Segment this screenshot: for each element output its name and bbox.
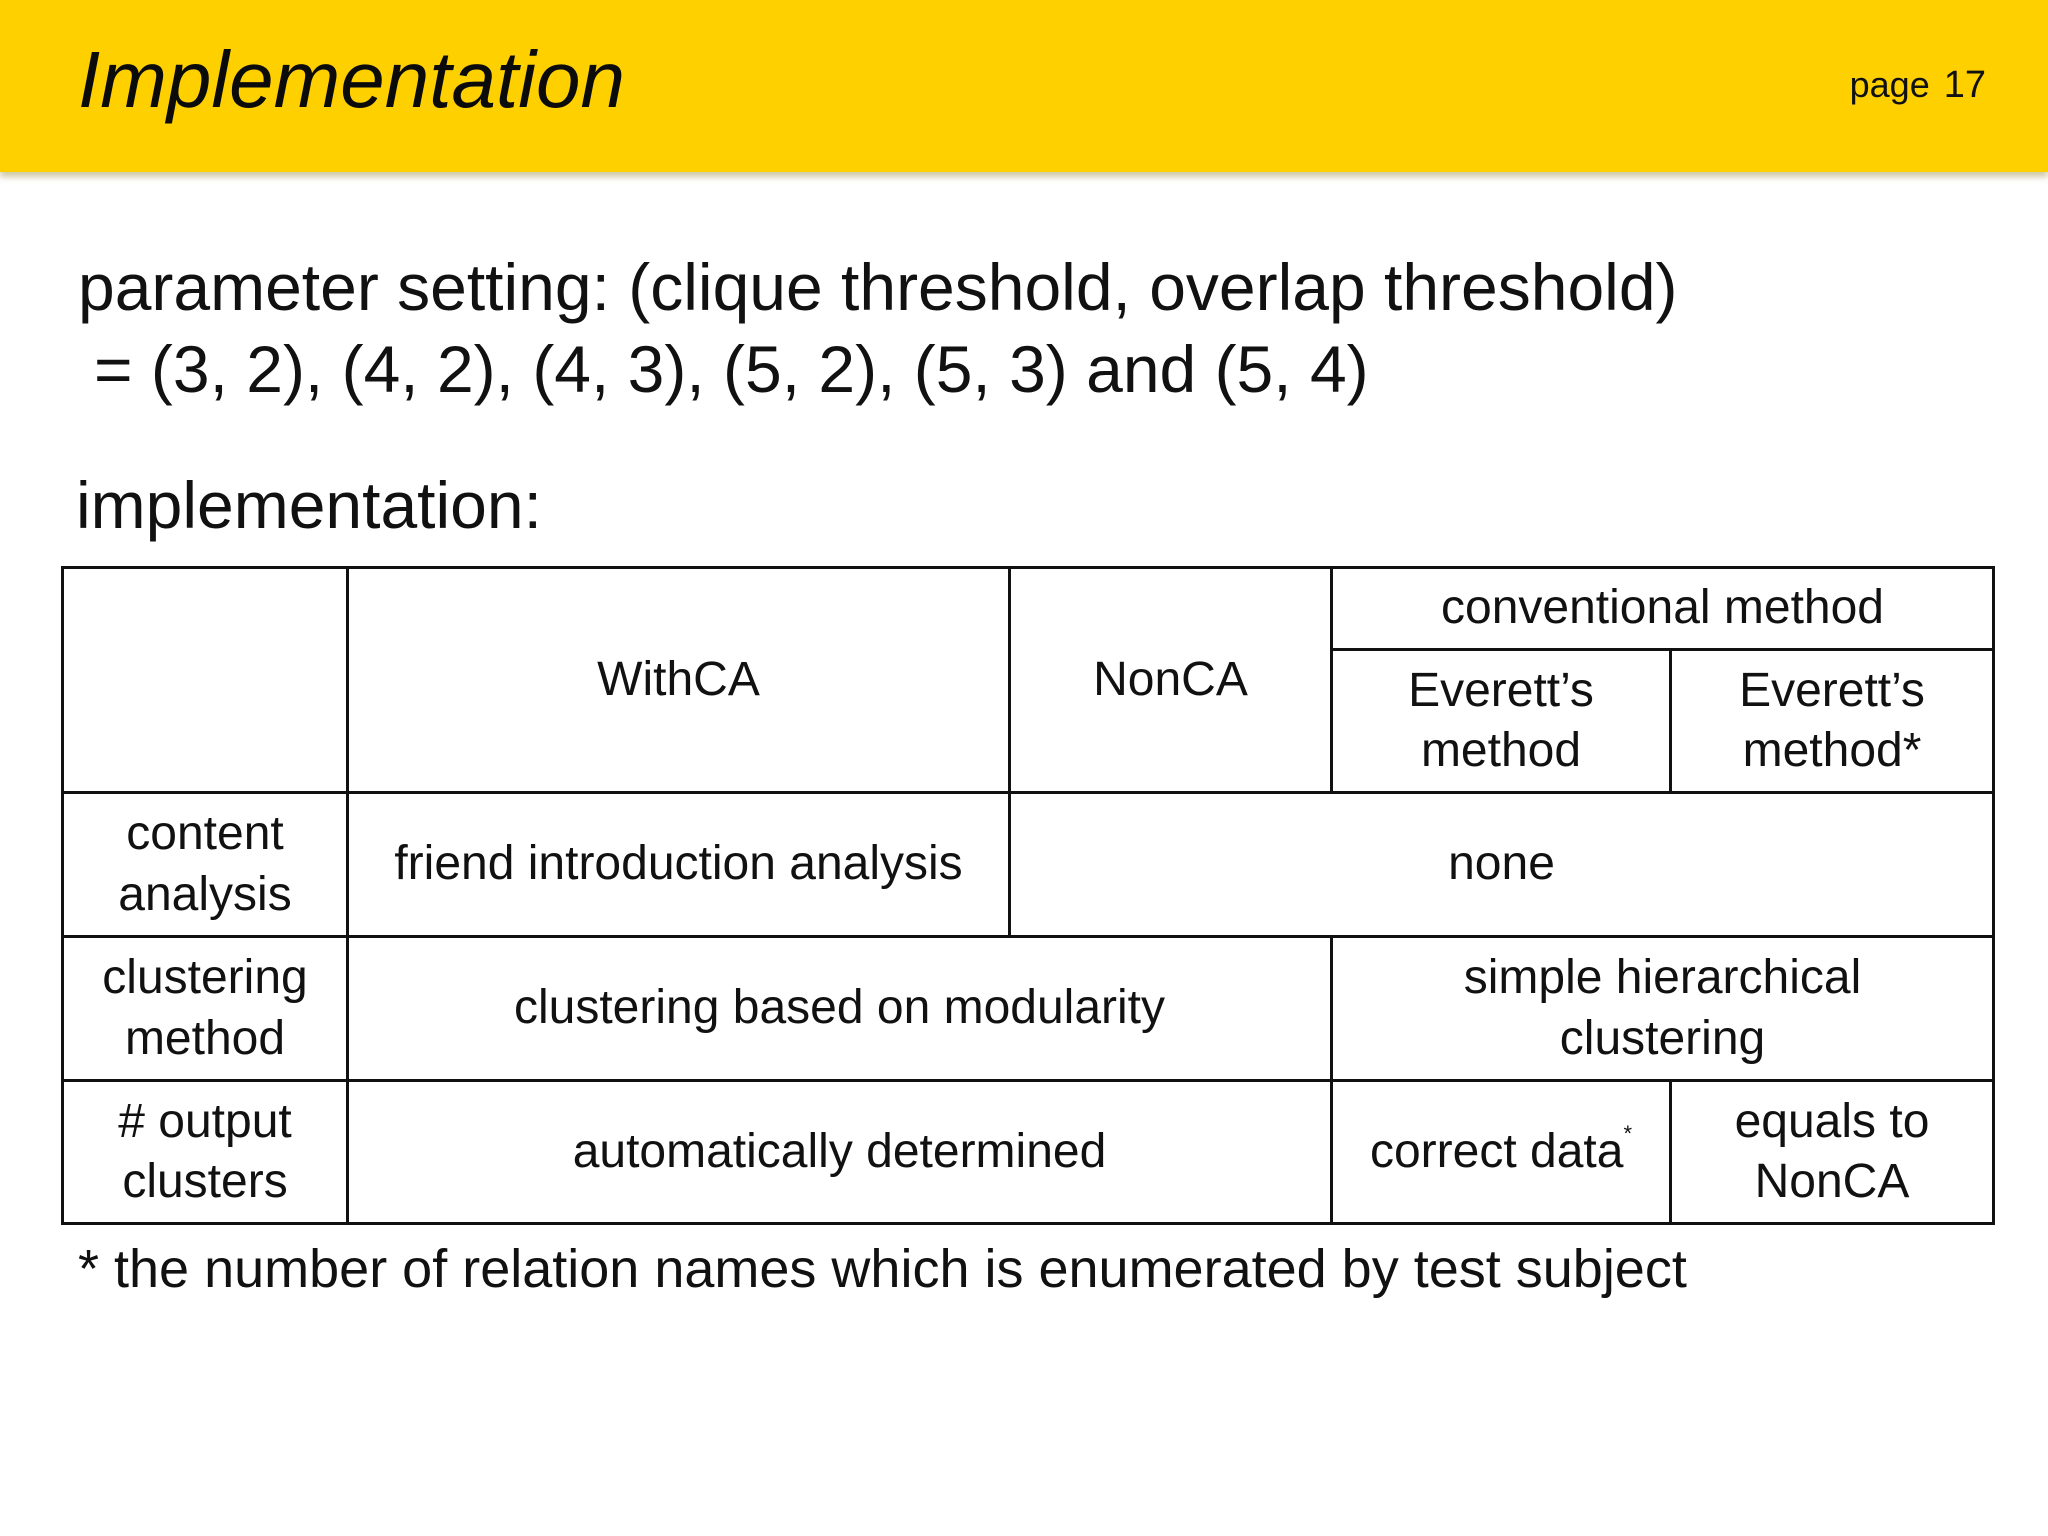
- footnote-marker: *: [1623, 1120, 1632, 1146]
- parameter-line-1: parameter setting: (clique threshold, overlap threshold): [78, 250, 1678, 324]
- row-label-line-2: clusters: [122, 1155, 288, 1208]
- cell-line-2: NonCA: [1754, 1155, 1910, 1208]
- cell-equals-to-nonca: [1671, 1081, 1994, 1224]
- cell-line-1: simple hierarchical: [1463, 951, 1862, 1005]
- cell-simple-hierarchical-clustering: [1332, 937, 1994, 1081]
- table-row-output-clusters: [63, 1081, 1994, 1224]
- header-withca: WithCA: [348, 568, 1010, 793]
- row-label-line-1: clustering: [102, 951, 308, 1005]
- cell-clustering-modularity: clustering based on modularity: [348, 937, 1332, 1081]
- header-everett-star-line-2: method*: [1742, 724, 1922, 777]
- cell-correct-data-text: correct data: [1369, 1124, 1624, 1178]
- parameter-line-2: = (3, 2), (4, 2), (4, 3), (5, 2), (5, 3) and (5, 4): [94, 332, 1369, 406]
- cell-line-2: clustering: [1559, 1011, 1766, 1065]
- page-label: page: [1849, 64, 1930, 105]
- table-header-row: [63, 568, 1994, 650]
- cell-automatically-determined: automatically determined: [348, 1081, 1332, 1224]
- cell-line-1: equals to: [1734, 1094, 1930, 1148]
- row-label-line-2: analysis: [118, 867, 292, 921]
- parameter-setting: [78, 246, 1678, 410]
- empty-header-cell: [63, 568, 348, 793]
- row-label-content-analysis: [63, 793, 348, 937]
- slide-header: [0, 0, 2048, 172]
- row-label-line-2: method: [124, 1011, 286, 1065]
- row-label-line-1: content: [126, 807, 284, 861]
- slide-title: Implementation: [78, 35, 625, 124]
- row-label-output-clusters: [63, 1081, 348, 1224]
- header-everett-method-star: [1671, 650, 1994, 793]
- cell-friend-introduction-analysis: friend introduction analysis: [348, 793, 1010, 937]
- header-everett-method: [1332, 650, 1671, 793]
- page-number: 17: [1943, 64, 1986, 106]
- cell-correct-data: [1332, 1081, 1671, 1224]
- implementation-table: [61, 566, 1995, 1225]
- header-everett-line-1: Everett’s: [1408, 663, 1594, 717]
- cell-none: none: [1010, 793, 1994, 937]
- page-indicator: [1850, 66, 1986, 104]
- row-label-clustering-method: [63, 937, 348, 1081]
- row-label-line-1: # output: [118, 1094, 292, 1148]
- table-row-clustering-method: [63, 937, 1994, 1081]
- header-everett-line-2: method: [1420, 724, 1582, 777]
- header-conventional-method: conventional method: [1332, 568, 1994, 650]
- footnote: * the number of relation names which is enumerated by test subject: [78, 1239, 1687, 1299]
- table-row-content-analysis: [63, 793, 1994, 937]
- header-nonca: NonCA: [1010, 568, 1332, 793]
- implementation-heading: implementation:: [76, 468, 542, 542]
- header-everett-star-line-1: Everett’s: [1739, 663, 1925, 717]
